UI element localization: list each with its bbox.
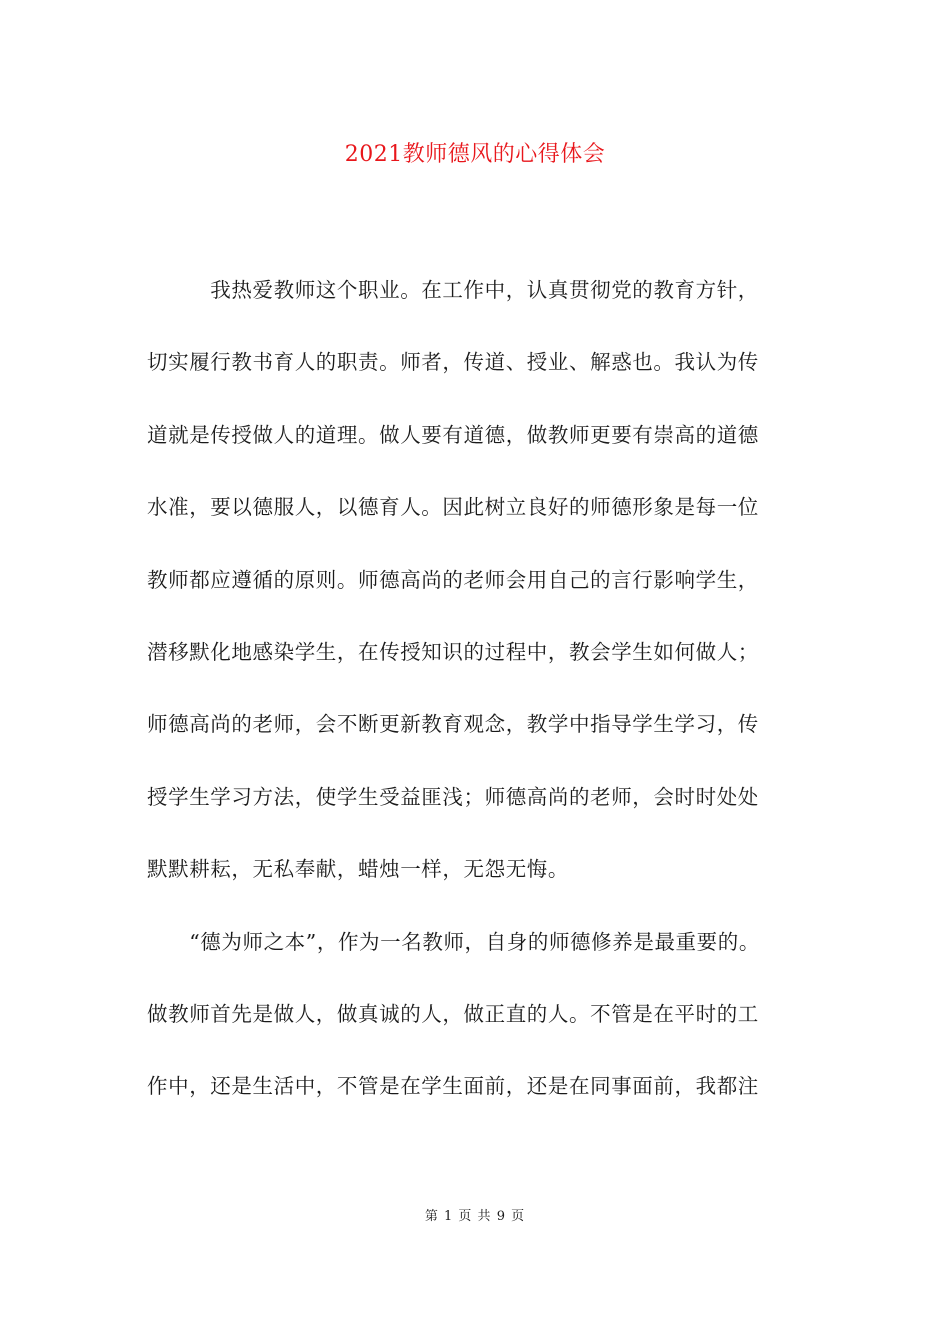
document-title: 2021教师德风的心得体会 [344, 142, 606, 167]
body-line: 做教师首先是做人，做真诚的人，做正直的人。不管是在平时的工 [147, 1001, 759, 1026]
body-line: 作中，还是生活中，不管是在学生面前，还是在同事面前，我都注 [147, 1074, 759, 1099]
body-line: 授学生学习方法，使学生受益匪浅；师德高尚的老师，会时时处处 [147, 784, 759, 809]
body-line: 我热爱教师这个职业。在工作中，认真贯彻党的教育方针， [147, 278, 759, 302]
page-number: 第 1 页 共 9 页 [424, 1209, 526, 1224]
body-line: 默默耕耘，无私奉献，蜡烛一样，无怨无悔。 [147, 857, 569, 882]
body-line: “德为师之本”，作为一名教师，自身的师德修养是最重要的。 [147, 929, 760, 954]
body-line: 潜移默化地感染学生，在传授知识的过程中，教会学生如何做人； [147, 639, 759, 664]
body-line: 水准，要以德服人，以德育人。因此树立良好的师德形象是每一位 [147, 495, 759, 520]
body-line: 道就是传授做人的道理。做人要有道德，做教师更要有崇高的道德 [147, 422, 759, 447]
body-line: 教师都应遵循的原则。师德高尚的老师会用自己的言行影响学生， [147, 567, 759, 592]
body-line: 师德高尚的老师，会不断更新教育观念，教学中指导学生学习，传 [147, 712, 759, 737]
document-body [147, 274, 807, 1143]
body-line: 切实履行教书育人的职责。师者，传道、授业、解惑也。我认为传 [147, 350, 759, 375]
